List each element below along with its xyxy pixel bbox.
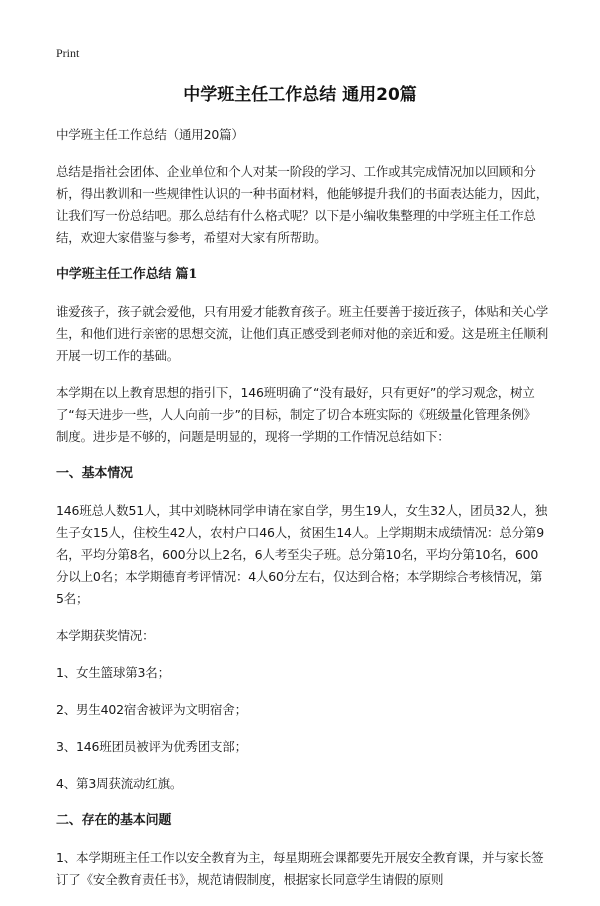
awards-label: 本学期获奖情况： — [56, 628, 155, 643]
print-link[interactable]: Print — [56, 46, 80, 60]
award-item: 2、男生402宿舍被评为文明宿舍； — [56, 702, 247, 717]
page-title: 中学班主任工作总结 通用20篇 — [183, 85, 417, 105]
problems-paragraph: 1、本学期班主任工作以安全教育为主，每星期班会课都要先开展安全教育课，并与家长签订了《安全教育责任书》，规范请假制度，根据家长同意学生请假的原则 — [56, 850, 544, 887]
intro-paragraph: 总结是指社会团体、企业单位和个人对某一阶段的学习、工作或其完成情况加以回顾和分析，得出教训和一些规律性认识的一种书面材料，他能够提升我们的书面表达能力，因此，让我们写一份总结吧。那么总结有什么格式呢？以下是小编收集整理的中学班主任工作总结，欢迎大家借鉴与参考，希望对大家有所帮助。 — [56, 164, 549, 245]
basic-info-paragraph: 146班总人数51人，其中刘晓林同学申请在家自学，男生19人，女生32人，团员32人，独生子女15人，住校生42人，农村户口46人，贫困生14人。上学期期末成绩情况：总分第9名，平均分第8名，600分以上2名，6人考至尖子班。总分第10名，平均分第10名，600分以上0名；本学期德育考评情况：4人60分左右，仅达到合格；本学期综合考核情况，第5名； — [56, 503, 548, 606]
section-heading: 中学班主任工作总结 篇1 — [56, 267, 198, 282]
subsection-heading-basic: 一、基本情况 — [56, 466, 133, 481]
paragraph: 谁爱孩子，孩子就会爱他，只有用爱才能教育孩子。班主任要善于接近孩子，体贴和关心学生，和他们进行亲密的思想交流，让他们真正感受到老师对他的亲近和爱。这是班主任顺利开展一切工作的基础。 — [56, 304, 549, 363]
paragraph: 本学期在以上教育思想的指引下，146班明确了“没有最好，只有更好”的学习观念，树立了“每天进步一些，人人向前一步”的目标，制定了切合本班实际的《班级量化管理条例》制度。进步是不够的，问题是明显的，现将一学期的工作情况总结如下： — [56, 385, 536, 444]
document-body — [56, 124, 548, 906]
award-item: 3、146班团员被评为优秀团支部； — [56, 739, 247, 754]
document-subtitle: 中学班主任工作总结（通用20篇） — [56, 127, 244, 142]
award-item: 4、第3周获流动红旗。 — [56, 776, 183, 791]
award-item: 1、女生篮球第3名； — [56, 665, 170, 680]
subsection-heading-problems: 二、存在的基本问题 — [56, 813, 172, 828]
